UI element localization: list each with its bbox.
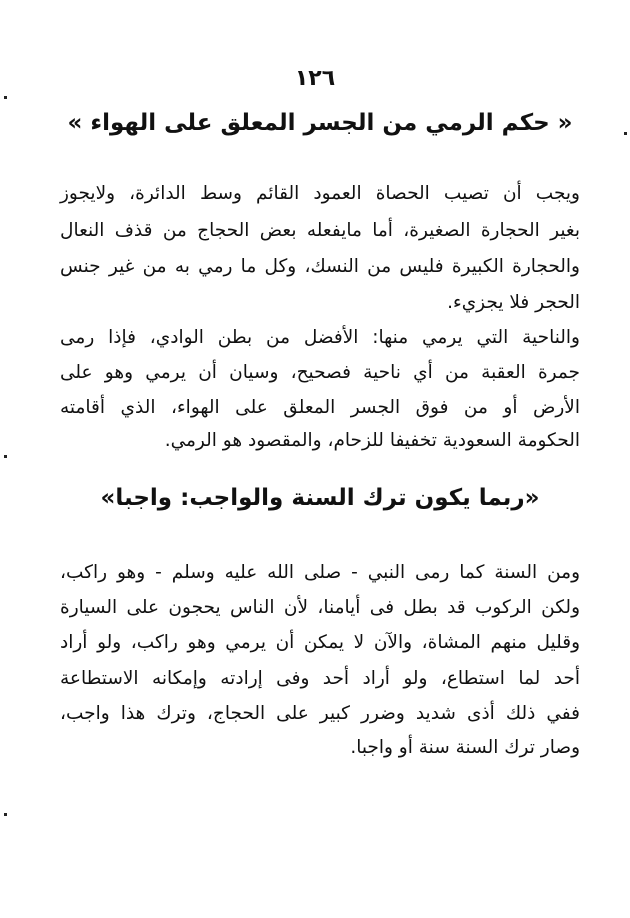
paragraph-line: الحكومة السعودية تخفيفا للزحام، والمقصود هو الرمي. — [164, 430, 580, 451]
section-heading-sunnah-and-wajib: «ربما يكون ترك السنة والواجب: واجبا» — [100, 485, 540, 511]
paragraph-line: ويجب أن تصيب الحصاة العمود القائم وسط الدائرة، ولايجوز — [60, 183, 580, 204]
paragraph-line: الأرض أو من فوق الجسر المعلق على الهواء، الذي أقامته — [60, 397, 580, 418]
paragraph-line: بغير الحجارة الصغيرة، أما مايفعله بعض الحجاج من قذف النعال — [60, 220, 580, 241]
paragraph-line: ولكن الركوب قد بطل فى أيامنا، لأن الناس يحجون على السيارة — [60, 597, 580, 618]
paragraph-line: جمرة العقبة من أي ناحية فصحيح، وسيان أن يرمي وهو على — [60, 362, 580, 383]
paragraph-line: ففي ذلك أذى شديد وضرر كبير على الحجاج، وترك هذا واجب، — [60, 703, 580, 724]
scan-speck — [624, 132, 627, 135]
section-heading-jamarat-bridge: « حكم الرمي من الجسر المعلق على الهواء » — [67, 110, 573, 136]
paragraph-line: وقليل منهم المشاة، والآن لا يمكن أن يرمي وهو راكب، ولو أراد — [60, 632, 580, 653]
scan-speck — [4, 96, 7, 99]
paragraph-line: الحجر فلا يجزيء. — [447, 292, 580, 313]
scan-speck — [4, 455, 7, 458]
paragraph-line: وصار ترك السنة سنة أو واجبا. — [350, 737, 580, 758]
paragraph-line: أحد لما استطاع، ولو أراد أحد وفى إرادته وإمكانه الاستطاعة — [60, 668, 580, 689]
paragraph-line: والناحية التي يرمي منها: الأفضل من بطن الوادي، فإذا رمى — [60, 327, 580, 348]
paragraph-line: والحجارة الكبيرة فليس من النسك، وكل ما رمي به من غير جنس — [60, 256, 580, 277]
page-number: ١٢٦ — [294, 66, 336, 91]
paragraph-line: ومن السنة كما رمى النبي - صلى الله عليه وسلم - وهو راكب، — [60, 562, 580, 583]
scan-speck — [4, 813, 7, 816]
